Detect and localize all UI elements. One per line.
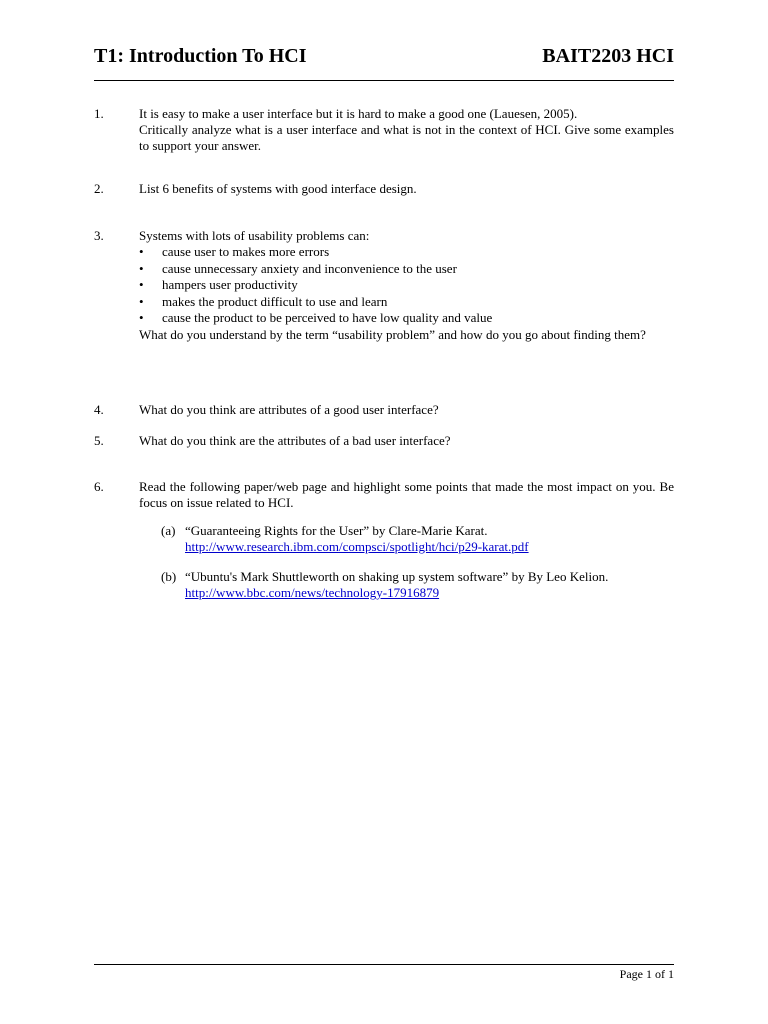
- bullet-icon: •: [139, 310, 144, 325]
- reference-title: “Guaranteeing Rights for the User” by Clare-Marie Karat.: [185, 523, 488, 538]
- question-6: [94, 479, 674, 601]
- bullet-icon: •: [139, 260, 144, 276]
- course-code: BAIT2203 HCI: [542, 45, 674, 67]
- question-5: [94, 433, 674, 449]
- reference-b: [139, 569, 674, 601]
- question-intro: Systems with lots of usability problems can:: [139, 228, 370, 243]
- page-header: [94, 42, 674, 70]
- question-number: 6.: [94, 479, 104, 494]
- question-4: [94, 402, 674, 418]
- question-3: [94, 228, 674, 343]
- question-2: [94, 181, 674, 197]
- list-item: • cause the product to be perceived to have low quality and value: [139, 310, 493, 325]
- question-number: 1.: [94, 106, 104, 121]
- bullet-icon: •: [139, 293, 144, 309]
- list-item: • makes the product difficult to use and learn: [139, 293, 388, 309]
- list-item: • cause user to makes more errors: [139, 244, 330, 259]
- document-title: T1: Introduction To HCI: [94, 45, 307, 67]
- bullet-icon: •: [139, 277, 144, 292]
- question-number: 3.: [94, 228, 104, 243]
- question-number: 2.: [94, 181, 104, 196]
- list-item: • cause unnecessary anxiety and inconvenience to the user: [139, 260, 457, 276]
- question-text-line: Critically analyze what is a user interface and what is not in the context of HCI. Give some examples to support your answer.: [139, 122, 674, 153]
- question-number: 4.: [94, 402, 104, 417]
- question-1: [94, 106, 674, 154]
- page-number: Page 1 of 1: [619, 967, 674, 981]
- reference-link[interactable]: http://www.bbc.com/news/technology-17916879: [185, 585, 440, 600]
- question-followup: What do you understand by the term “usability problem” and how do you go about finding them?: [139, 326, 646, 342]
- reference-title: “Ubuntu's Mark Shuttleworth on shaking up system software” by By Leo Kelion.: [185, 569, 609, 584]
- list-item: • hampers user productivity: [139, 277, 298, 292]
- question-text: What do you think are attributes of a good user interface?: [139, 402, 439, 417]
- header-divider: [94, 80, 674, 81]
- question-number: 5.: [94, 433, 104, 448]
- reference-letter: (b): [161, 569, 177, 584]
- question-text: Read the following paper/web page and highlight some points that made the most impact on you. Be focus on issue related to HCI.: [139, 479, 674, 510]
- question-text-line: It is easy to make a user interface but it is hard to make a good one (Lauesen, 2005).: [139, 106, 578, 121]
- bullet-icon: •: [139, 244, 144, 259]
- reference-link[interactable]: http://www.research.ibm.com/compsci/spotlight/hci/p29-karat.pdf: [185, 539, 529, 554]
- question-text: What do you think are the attributes of a bad user interface?: [139, 433, 451, 448]
- bullet-list: [139, 244, 674, 327]
- question-text: List 6 benefits of systems with good interface design.: [139, 181, 417, 196]
- footer-divider: [94, 964, 674, 965]
- reference-a: [139, 523, 674, 555]
- reference-letter: (a): [161, 523, 176, 538]
